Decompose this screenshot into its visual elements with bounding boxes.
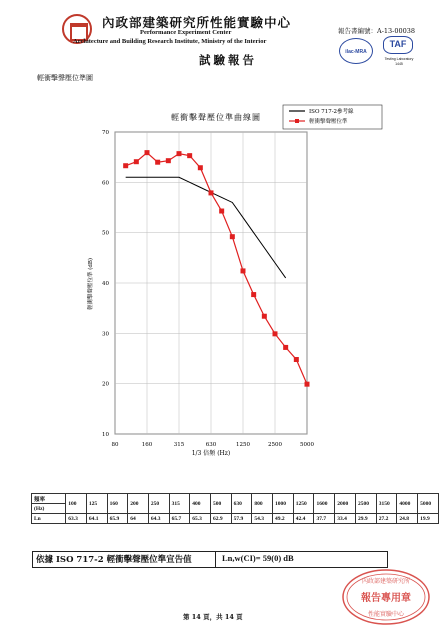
level-cell: 65.7 [169, 514, 190, 524]
freq-cell: 200 [128, 494, 149, 514]
official-seal-icon [341, 568, 431, 626]
level-cell: 65.3 [190, 514, 211, 524]
level-cell: 57.9 [231, 514, 252, 524]
level-cell: 64.1 [86, 514, 107, 524]
level-cell: 63.3 [66, 514, 87, 524]
data-point [251, 292, 256, 297]
x-tick-labels [112, 442, 315, 448]
level-cell: 54.3 [252, 514, 273, 524]
rating-label: 依據 ISO 717-2 輕衝擊聲壓位準宣告值 [36, 555, 192, 565]
data-point [166, 158, 171, 163]
freq-cell: 2000 [335, 494, 356, 514]
freq-cell: 1000 [273, 494, 294, 514]
taf-lab-number: 1445 [395, 62, 403, 66]
x-tick-label: 160 [141, 442, 153, 448]
data-point [273, 331, 278, 336]
rating-divider [215, 551, 216, 568]
freq-cell: 800 [252, 494, 273, 514]
freq-cell: 500 [210, 494, 231, 514]
data-point [134, 159, 139, 164]
freq-cell: 3150 [376, 494, 397, 514]
freq-cell: 1600 [314, 494, 335, 514]
level-cell: 62.9 [210, 514, 231, 524]
x-tick-label: 5000 [300, 442, 314, 448]
level-cell: 19.9 [418, 514, 439, 524]
y-tick-label: 20 [102, 381, 109, 388]
unit-label: (Hz) [32, 504, 66, 514]
level-cell: 33.4 [335, 514, 356, 524]
y-tick-labels [102, 130, 109, 438]
svg-text:內政部建築研究所: 內政部建築研究所 [361, 578, 411, 585]
y-tick-label: 60 [102, 180, 109, 187]
series-line-reference [126, 177, 286, 278]
data-point [177, 151, 182, 156]
svg-text:性能實驗中心: 性能實驗中心 [367, 611, 405, 618]
x-tick-label: 2500 [268, 442, 282, 448]
freq-cell: 630 [231, 494, 252, 514]
y-tick-label: 40 [102, 281, 109, 287]
svg-text:報告專用章: 報告專用章 [361, 593, 411, 604]
data-point [294, 357, 299, 362]
page-number: 第 14 頁，共 14 頁 [183, 613, 243, 621]
level-cell: 42.4 [293, 514, 314, 524]
freq-label: 頻率 [32, 494, 66, 504]
report-title: 試驗報告 [199, 53, 257, 67]
legend-label: ISO 717-2參考線 [309, 109, 354, 115]
legend-label: 輕衝擊聲壓位準 [309, 119, 348, 125]
data-point [262, 314, 267, 319]
freq-cell: 315 [169, 494, 190, 514]
level-cell: 37.7 [314, 514, 335, 524]
freq-cell: 250 [148, 494, 169, 514]
data-point [123, 163, 128, 168]
freq-cell: 5000 [418, 494, 439, 514]
freq-cell: 160 [107, 494, 128, 514]
org-name-en-1: Performance Experiment Center [140, 29, 232, 36]
data-point [155, 160, 160, 165]
level-cell: 65.9 [107, 514, 128, 524]
freq-cell: 2500 [355, 494, 376, 514]
level-cell: 64.3 [148, 514, 169, 524]
data-point [145, 150, 150, 155]
freq-cell: 400 [190, 494, 211, 514]
y-tick-label: 70 [102, 130, 109, 136]
ilac-mra-logo-icon: ilac-MRA [339, 38, 373, 64]
table-row-level [32, 514, 439, 524]
level-cell: 27.2 [376, 514, 397, 524]
chart-title: 輕衝擊聲壓位準曲線圖 [171, 113, 261, 122]
rating-value: Ln,w(CI)= 59(0) dB [222, 553, 294, 563]
data-point [219, 209, 224, 214]
taf-logo-icon: TAF [383, 36, 413, 54]
x-tick-label: 630 [205, 442, 217, 448]
chart-legend [283, 105, 382, 129]
freq-cell: 1250 [293, 494, 314, 514]
data-point [209, 190, 214, 195]
freq-cell: 100 [66, 494, 87, 514]
table-row-frequency [32, 494, 439, 504]
data-point [241, 268, 246, 273]
section-heading: 輕衝擊聲壓位準圖 [37, 74, 93, 82]
series-line-measured [126, 153, 307, 385]
data-point [283, 345, 288, 350]
chart-series [123, 150, 309, 387]
x-tick-label: 315 [173, 442, 185, 448]
data-point [198, 165, 203, 170]
data-point [230, 234, 235, 239]
x-tick-label: 80 [111, 442, 119, 448]
legend-marker [295, 119, 299, 123]
data-point [305, 382, 310, 387]
level-label: Ln [32, 514, 66, 524]
freq-cell: 4000 [397, 494, 418, 514]
y-tick-label: 30 [102, 331, 109, 338]
org-name-en-2: Architecture and Building Research Institute, Ministry of the Interior [73, 38, 267, 45]
taf-sub-label: Testing Laboratory [384, 57, 414, 61]
frequency-table [31, 493, 439, 524]
level-cell: 24.8 [397, 514, 418, 524]
x-tick-label: 1250 [236, 442, 250, 448]
y-tick-label: 10 [102, 432, 109, 438]
y-tick-label: 50 [102, 230, 109, 237]
level-cell: 49.2 [273, 514, 294, 524]
freq-cell: 125 [86, 494, 107, 514]
level-cell: 64 [128, 514, 149, 524]
level-cell: 29.9 [355, 514, 376, 524]
data-point [187, 153, 192, 158]
x-axis-label: 1/3 倍頻 (Hz) [191, 450, 231, 457]
org-name-zh: 內政部建築研究所性能實驗中心 [102, 15, 292, 30]
report-number: 報告書編號：A-13-00038 [338, 27, 416, 35]
y-axis-label: 輕衝擊聲壓位準 (dB) [88, 257, 94, 311]
